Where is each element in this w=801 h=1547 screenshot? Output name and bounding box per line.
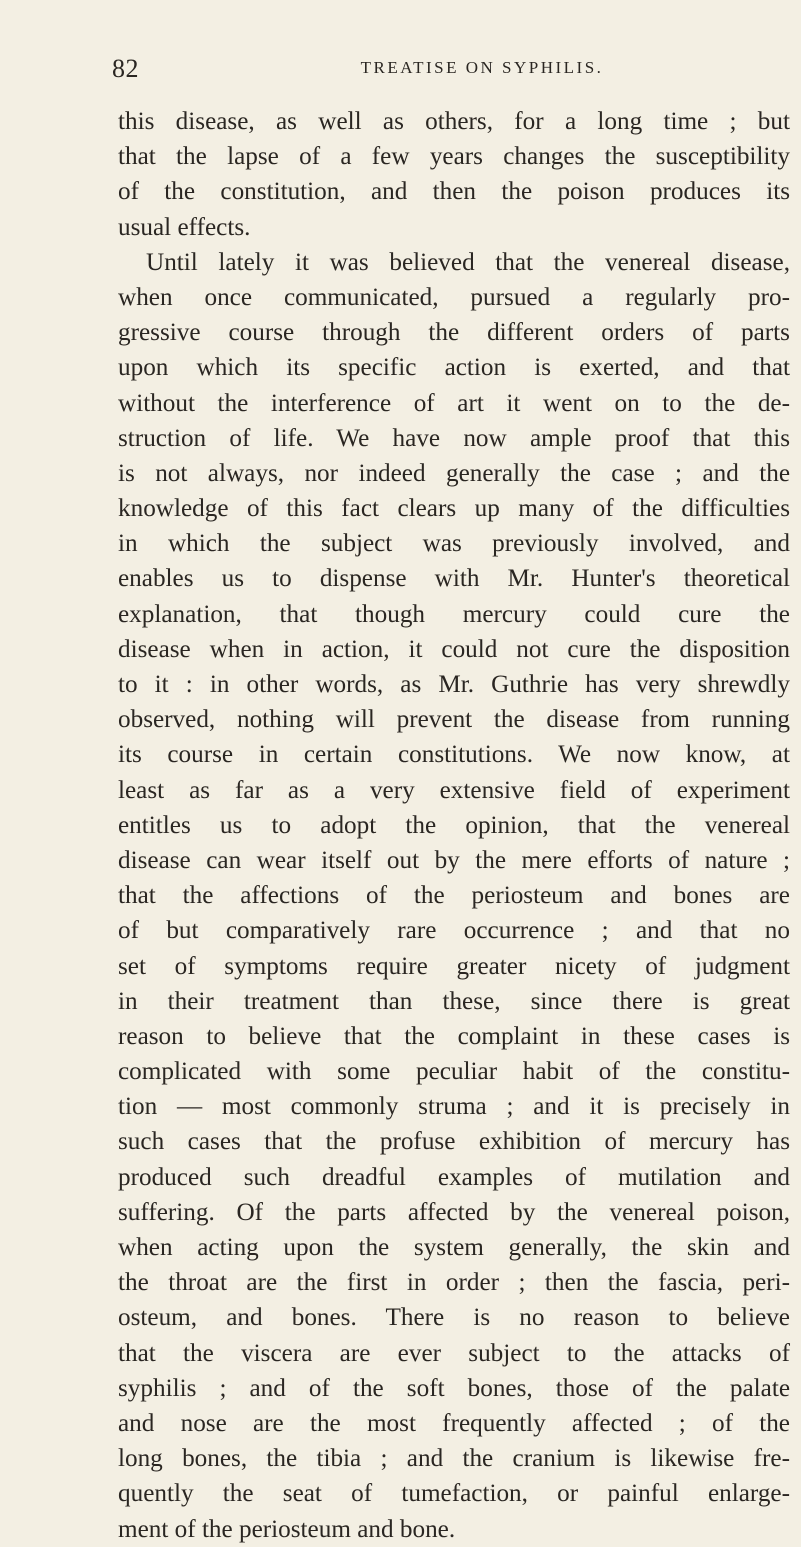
- text-line: of but comparatively rare occurrence ; and that no: [118, 917, 790, 945]
- text-line: ment of the periosteum and bone.: [118, 1515, 456, 1543]
- text-line: such cases that the profuse exhibition of mercury has: [118, 1128, 790, 1156]
- text-line: usual effects.: [118, 213, 251, 241]
- text-line: knowledge of this fact clears up many of the difficulties: [118, 495, 790, 523]
- text-line: syphilis ; and of the soft bones, those of the palate: [118, 1374, 790, 1402]
- text-line: this disease, as well as others, for a long time ; but: [118, 108, 790, 135]
- text-line: disease can wear itself out by the mere efforts of nature ;: [118, 846, 790, 874]
- text-line: when once communicated, pursued a regularly pro-: [118, 283, 790, 311]
- text-line: osteum, and bones. There is no reason to believe: [118, 1304, 790, 1332]
- text-line: complicated with some peculiar habit of the constitu-: [118, 1058, 790, 1086]
- text-line: when acting upon the system generally, the skin and: [118, 1234, 790, 1261]
- running-title: TREATISE ON SYPHILIS.: [360, 58, 604, 77]
- text-line: produced such dreadful examples of mutilation and: [118, 1163, 790, 1191]
- text-line: the throat are the first in order ; then the fascia, peri-: [118, 1269, 790, 1297]
- text-line: and nose are the most frequently affected ; of the: [118, 1409, 790, 1437]
- page-number: 82: [112, 54, 139, 83]
- text-line: long bones, the tibia ; and the cranium is likewise fre-: [118, 1445, 790, 1473]
- text-line: suffering. Of the parts affected by the venereal poison,: [118, 1198, 790, 1226]
- text-line: to it : in other words, as Mr. Guthrie has very shrewdly: [118, 671, 790, 698]
- text-line: explanation, that though mercury could cure the: [118, 600, 790, 628]
- text-line: of the constitution, and then the poison produces its: [118, 178, 790, 206]
- text-line: observed, nothing will prevent the disease from running: [118, 706, 790, 734]
- text-line: its course in certain constitutions. We now know, at: [118, 741, 790, 769]
- text-line: without the interference of art it went on to the de-: [118, 389, 790, 417]
- text-line: struction of life. We have now ample proof that this: [118, 424, 790, 452]
- text-line: in which the subject was previously involved, and: [118, 530, 790, 558]
- text-line: upon which its specific action is exerted, and that: [118, 354, 790, 382]
- text-line: set of symptoms require greater nicety of judgment: [118, 952, 790, 980]
- text-line: that the affections of the periosteum and bones are: [118, 882, 790, 910]
- running-head: [112, 54, 792, 84]
- text-line: Until lately it was believed that the venereal disease,: [146, 248, 790, 276]
- text-line: disease when in action, it could not cure the disposition: [118, 635, 790, 663]
- text-line: gressive course through the different orders of parts: [118, 319, 790, 347]
- text-line: in their treatment than these, since there is great: [118, 987, 790, 1015]
- paragraph-continuation: [118, 104, 790, 245]
- text-line: is not always, nor indeed generally the case ; and the: [118, 459, 790, 487]
- text-line: tion — most commonly struma ; and it is precisely in: [118, 1093, 790, 1121]
- text-line: that the viscera are ever subject to the attacks of: [118, 1339, 790, 1367]
- text-line: quently the seat of tumefaction, or painful enlarge-: [118, 1480, 790, 1508]
- text-line: entitles us to adopt the opinion, that the venereal: [118, 811, 790, 839]
- paragraph-venereal-disease: [118, 245, 790, 1547]
- text-line: least as far as a very extensive field of experiment: [118, 776, 790, 804]
- text-line: that the lapse of a few years changes the susceptibility: [118, 143, 790, 171]
- text-line: reason to believe that the complaint in these cases is: [118, 1022, 790, 1050]
- text-line: enables us to dispense with Mr. Hunter's theoretical: [118, 565, 790, 593]
- body-text: [118, 104, 790, 1547]
